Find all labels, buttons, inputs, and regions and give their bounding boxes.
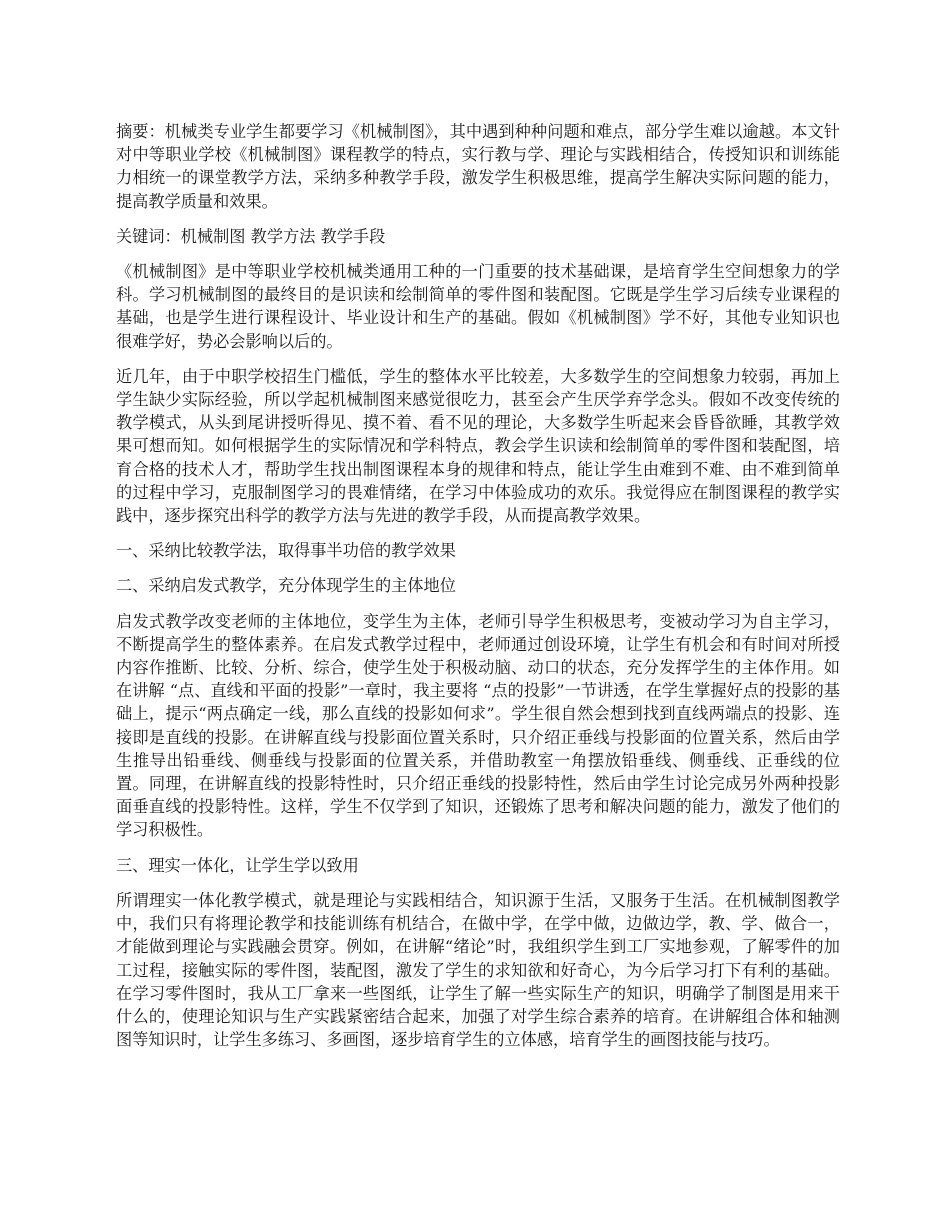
section-3-paragraph: 所谓理实一体化教学模式，就是理论与实践相结合，知识源于生活，又服务于生活。在机械制图教学中，我们只有将理论教学和技能训练有机结合，在做中学，在学中做，边做边学，教、学、做合一，才能做到理论与实践融会贯穿。例如，在讲解“绪论”时，我组织学生到工厂实地参观，了解零件的加工过程，接触实际的零件图，装配图，激发了学生的求知欲和好奇心，为今后学习打下有利的基础。在学习零件图时，我从工厂拿来一些图纸，让学生了解一些实际生产的知识，明确学了制图是用来干什么的，使理论知识与生产实践紧密结合起来，加强了对学生综合素养的培育。在讲解组合体和轴测图等知识时，让学生多练习、多画图，逐步培育学生的立体感，培育学生的画图技能与技巧。 bbox=[116, 890, 840, 1050]
section-1-heading: 一、采纳比较教学法，取得事半功倍的教学效果 bbox=[116, 541, 456, 561]
keywords-line: 关键词：机械制图 教学方法 教学手段 bbox=[116, 226, 386, 246]
section-2-heading: 二、采纳启发式教学，充分体现学生的主体地位 bbox=[116, 576, 456, 596]
section-3-heading: 三、理实一体化，让学生学以致用 bbox=[116, 855, 359, 875]
intro-paragraph-2: 近几年，由于中职学校招生门槛低，学生的整体水平比较差，大多数学生的空间想象力较弱，再加上学生缺少实际经验，所以学起机械制图来感觉很吃力，甚至会产生厌学弃学念头。假如不改变传统的教学模式，从头到尾讲授听得见、摸不着、看不见的理论，大多数学生听起来会昏昏欲睡，其教学效果可想而知。如何根据学生的实际情况和学科特点，教会学生识读和绘制简单的零件图和装配图，培育合格的技术人才，帮助学生找出制图课程本身的规律和特点，能让学生由难到不难、由不难到简单的过程中学习，克服制图学习的畏难情绪，在学习中体验成功的欢乐。我觉得应在制图课程的教学实践中，逐步探究出科学的教学方法与先进的教学手段，从而提高教学效果。 bbox=[116, 366, 840, 526]
section-2-paragraph: 启发式教学改变老师的主体地位，变学生为主体，老师引导学生积极思考，变被动学习为自主学习，不断提高学生的整体素养。在启发式教学过程中，老师通过创设环境，让学生有机会和有时间对所授内容作推断、比较、分析、综合，使学生处于积极动脑、动口的状态，充分发挥学生的主体作用。如在讲解 “点、直线和平面的投影”一章时，我主要将 “点的投影”一节讲透，在学生掌握好点的投影的基础上，提示“两点确定一线，那么直线的投影如何求”。学生很自然会想到找到直线两端点的投影、连接即是直线的投影。在讲解直线与投影面位置关系时，只介绍正垂线与投影面的位置关系，然后由学生推导出铅垂线、侧垂线与投影面的位置关系，并借助教室一角摆放铅垂线、侧垂线、正垂线的位置。同理，在讲解直线的投影特性时，只介绍正垂线的投影特性，然后由学生讨论完成另外两种投影面垂直线的投影特性。这样，学生不仅学到了知识，还锻炼了思考和解决问题的能力，激发了他们的学习积极性。 bbox=[116, 611, 840, 840]
abstract-paragraph: 摘要：机械类专业学生都要学习《机械制图》，其中遇到种种问题和难点，部分学生难以逾越。本文针对中等职业学校《机械制图》课程教学的特点，实行教与学、理论与实践相结合，传授知识和训练能力相统一的课堂教学方法，采纳多种教学手段，激发学生积极思维，提高学生解决实际问题的能力，提高教学质量和效果。 bbox=[116, 122, 840, 211]
document-body bbox=[116, 120, 840, 1063]
intro-paragraph-1: 《机械制图》是中等职业学校机械类通用工种的一门重要的技术基础课，是培育学生空间想象力的学科。学习机械制图的最终目的是识读和绘制简单的零件图和装配图。它既是学生学习后续专业课程的基础，也是学生进行课程设计、毕业设计和生产的基础。假如《机械制图》学不好，其他专业知识也很难学好，势必会影响以后的。 bbox=[116, 262, 840, 351]
